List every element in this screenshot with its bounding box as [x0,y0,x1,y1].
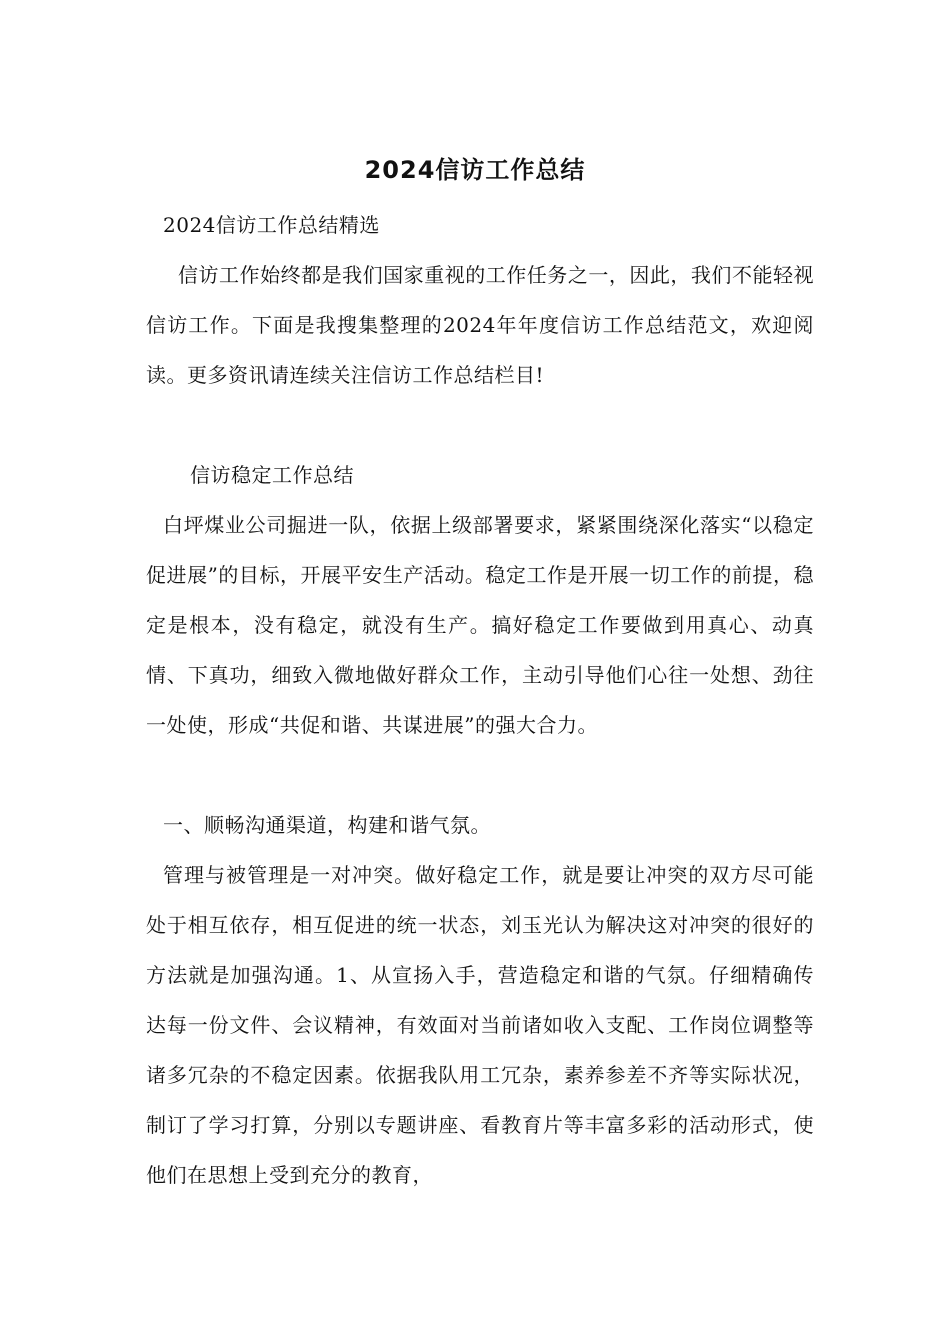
body-paragraph: 白坪煤业公司掘进一队，依据上级部署要求，紧紧围绕深化落实“以稳定促进展”的目标，开展平安生产活动。稳定工作是开展一切工作的前提，稳定是根本，没有稳定，就没有生产。搞好稳定工作要做到用真心、动真情、下真功，细致入微地做好群众工作，主动引导他们心往一处想、劲往一处使，形成“共促和谐、共谋进展”的强大合力。 [146,513,814,737]
intro-paragraph: 信访工作始终都是我们国家重视的工作任务之一，因此，我们不能轻视信访工作。下面是我搜集整理的2024年年度信访工作总结范文，欢迎阅读。更多资讯请连续关注信访工作总结栏目! [146,263,814,387]
document-subtitle: 2024信访工作总结精选 [163,213,380,237]
section-heading: 信访稳定工作总结 [190,463,354,487]
body-paragraph: 管理与被管理是一对冲突。做好稳定工作，就是要让冲突的双方尽可能处于相互依存，相互促进的统一状态，刘玉光认为解决这对冲突的很好的方法就是加强沟通。1、从宣扬入手，营造稳定和谐的气氛。仔细精确传达每一份文件、会议精神，有效面对当前诸如收入支配、工作岗位调整等诸多冗杂的不稳定因素。依据我队用工冗杂，素养参差不齐等实际状况，制订了学习打算，分别以专题讲座、看教育片等丰富多彩的活动形式，使他们在思想上受到充分的教育， [146,863,814,1187]
subsection-heading: 一、顺畅沟通渠道，构建和谐气氛。 [163,813,491,837]
document-title: 2024信访工作总结 [364,156,586,184]
